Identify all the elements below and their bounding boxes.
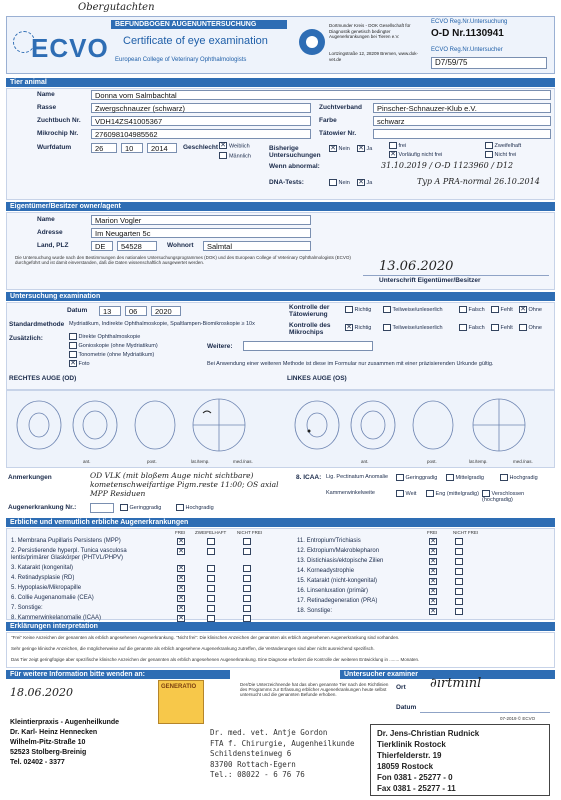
- prev-doubtful-option[interactable]: Zweifelhaft: [485, 142, 521, 149]
- owner-city-label: Wohnort: [167, 242, 194, 249]
- dna-label: DNA-Tests:: [269, 179, 304, 186]
- remarks-label: Anmerkungen: [8, 474, 52, 481]
- date-label-footer: Datum: [396, 704, 417, 711]
- micro-correct[interactable]: ✕ Richtig: [346, 324, 372, 331]
- dna-value: Typ A PRA-normal 26.10.2014: [417, 177, 540, 186]
- disease-checkbox[interactable]: [455, 598, 463, 605]
- method-label: Standardmethode: [9, 321, 65, 328]
- disease-checkbox[interactable]: [455, 538, 463, 545]
- disease-label: 17. Retinadegeneration (PRA): [297, 598, 378, 604]
- confirm-text: Der/Die Unterzeichnende hat das oben genannte Tier nach den Richtlinien des Programms zur Erfassung erblicher Augenerkrankungen heute selbst untersucht und die genannten Befunde erhoben.: [240, 682, 389, 697]
- name-label: Name: [37, 91, 55, 98]
- exam-date-label: Datum: [67, 307, 88, 314]
- disease-checkbox[interactable]: ✕: [430, 538, 436, 545]
- right-med-label: med./nas.: [233, 459, 253, 464]
- diseases-section-bar: Erbliche und vermutlich erbliche Augenerkrankungen: [6, 518, 555, 527]
- dok-logo-icon: [299, 29, 325, 55]
- disease-checkbox[interactable]: [243, 595, 251, 602]
- eye-disease-mild[interactable]: Geringgradig: [120, 504, 161, 511]
- tattoo-label: Tätowier Nr.: [319, 130, 357, 137]
- tattoo-check-label: Kontrolle der Tätowierung: [289, 304, 330, 318]
- owner-country-field[interactable]: DE: [91, 241, 113, 251]
- micro-check-label: Kontrolle des Mikrochips: [289, 322, 331, 336]
- disease-label: 18. Sonstige:: [297, 608, 333, 614]
- col-free-left: FREI: [175, 530, 186, 535]
- disease-checkbox[interactable]: [207, 565, 215, 572]
- icaa-severe-option[interactable]: Hochgradig: [500, 474, 538, 481]
- animal-section-bar: Tier animal: [6, 78, 555, 87]
- disease-checkbox[interactable]: [455, 578, 463, 585]
- micro-wrong[interactable]: Falsch: [459, 324, 485, 331]
- further-label: Weitere:: [207, 343, 233, 350]
- left-lat-label: lat./temp.: [469, 459, 488, 464]
- vet-stamp: Kleintierpraxis - Augenheilkunde Dr. Karl- Heinz Hennecken Wilhelm-Pitz-Straße 10 52523 Stolberg-Breinig Tel. 02402 - 3377: [10, 719, 120, 766]
- col-free-right: FREI: [427, 530, 438, 535]
- method-text: Mydriatikum, Indirekte Ophthalmoskopie, Spaltlampen-Biomikroskopie ≥ 10x: [69, 321, 255, 327]
- disease-label: 8. Kammerwinkelanomalie (ICAA): [11, 615, 102, 621]
- sex-female-option[interactable]: ✕ Weiblich: [220, 142, 250, 150]
- disease-checkbox[interactable]: [243, 605, 251, 612]
- rudnick-stamp: Dr. Jens-Christian Rudnick Tierklinik Rostock Thierfelderstr. 19 18059 Rostock Fon 0381 - 25277 - 0 Fax 0381 - 25277 - 11: [370, 724, 550, 796]
- owner-address-field[interactable]: Im Neugarten 5c: [91, 228, 311, 238]
- eye-diagrams-svg: [7, 391, 556, 469]
- right-ant-label: ant.: [83, 459, 91, 464]
- exam-section-bar: Untersuchung examination: [6, 292, 555, 301]
- disease-checkbox[interactable]: ✕: [430, 548, 436, 555]
- disease-checkbox[interactable]: [207, 615, 215, 622]
- owner-zip-field[interactable]: 54528: [117, 241, 157, 251]
- remarks-text: OD VLK (mit bloßem Auge nicht sichtbare) kometenschweifartige Pigm.reste 11:00; OS axial MPP Residuen: [90, 471, 279, 498]
- header: [6, 16, 555, 74]
- owner-country-label: Land, PLZ: [37, 242, 69, 249]
- breed-field[interactable]: Zwergschnauzer (schwarz): [91, 103, 311, 113]
- eye-diagrams: [6, 390, 555, 468]
- disease-checkbox[interactable]: [455, 558, 463, 565]
- disease-checkbox[interactable]: ✕: [430, 588, 436, 595]
- owner-address-label: Adresse: [37, 229, 63, 236]
- disease-checkbox[interactable]: ✕: [178, 548, 184, 555]
- disease-checkbox[interactable]: [243, 575, 251, 582]
- disease-label: 6. Collie Augenanomalie (CEA): [11, 595, 94, 601]
- disease-checkbox[interactable]: [455, 588, 463, 595]
- owner-signature-label: Unterschrift Eigentümer/Besitzer: [379, 277, 481, 284]
- tattoo-partly[interactable]: Teilweise/unleserlich: [383, 306, 443, 313]
- sex-label: Geschlecht: [183, 144, 219, 151]
- right-post-label: post.: [147, 459, 157, 464]
- disease-label: 4. Retinadysplasie (RD): [11, 575, 75, 581]
- sex-female-checkbox[interactable]: ✕: [220, 142, 226, 149]
- exam-month-field[interactable]: 06: [125, 306, 147, 316]
- disease-checkbox[interactable]: ✕: [430, 598, 436, 605]
- disease-checkbox[interactable]: ✕: [430, 578, 436, 585]
- width-closed-option[interactable]: Verschlossen (hochgradig): [482, 490, 525, 503]
- diseases-section: [6, 528, 555, 620]
- sex-male-option[interactable]: Männlich: [219, 152, 251, 159]
- disease-label: 2. Persistierende hyperpl. Tunica vasculosa lentis/primärer Glaskörper (PHTVL/PHPV): [11, 548, 127, 561]
- disease-checkbox[interactable]: [207, 605, 215, 612]
- explanation-2: Sehr geringe klinische Anzeichen, die möglicherweise auf die genannte als erblich angesehene Augenerkrankung zutreffen, die Veränderungen sind aber nicht ausreichend spezifisch.: [11, 646, 375, 651]
- right-lat-label: lat./temp.: [191, 459, 210, 464]
- dob-label: Wurfdatum: [37, 144, 72, 151]
- exam-year-field[interactable]: 2020: [151, 306, 181, 316]
- color-field[interactable]: schwarz: [373, 116, 551, 126]
- disease-checkbox[interactable]: [243, 615, 251, 622]
- ecvo-reg-label: ECVO Reg.Nr.Untersuchung: [431, 19, 508, 25]
- owner-city-field[interactable]: Salmtal: [203, 241, 311, 251]
- owner-section-bar: Eigentümer/Besitzer owner/agent: [6, 202, 555, 211]
- disease-checkbox[interactable]: ✕: [178, 605, 184, 612]
- disease-label: 11. Entropium/Trichiasis: [297, 538, 361, 544]
- micro-missing[interactable]: Fehlt: [491, 324, 513, 331]
- disease-checkbox[interactable]: [207, 538, 215, 545]
- disease-checkbox[interactable]: ✕: [178, 575, 184, 582]
- title-en: Certificate of eye examination: [123, 35, 268, 47]
- micro-partly[interactable]: Teilweise/unleserlich: [383, 324, 443, 331]
- right-eye-label: RECHTES AUGE (OD): [9, 375, 77, 382]
- prev-notfree-option[interactable]: Nicht frei: [485, 151, 516, 158]
- explanations-section: [6, 632, 555, 668]
- further-field[interactable]: [243, 341, 373, 351]
- disease-checkbox[interactable]: ✕: [430, 558, 436, 565]
- explanation-1: "Frei" Keine Anzeichen der genannten als erblich angesehenen Augenerkrankung. "Nicht frei": Die klinischen Anzeichen der genannten als erblich angesehenen Augenerkrankung sind vorhanden.: [11, 635, 400, 640]
- owner-section: [6, 212, 555, 290]
- left-eye-label: LINKES AUGE (OS): [287, 375, 347, 382]
- disease-label: 1. Membrana Pupillaris Persistens (MPP): [11, 538, 121, 544]
- eye-disease-severe[interactable]: Hochgradig: [176, 504, 214, 511]
- disease-label: 15. Katarakt (nicht-kongenital): [297, 578, 378, 584]
- dok-name: Dortmunder Kreis - DOK Gesellschaft für Diagnostik genetisch bedingter Augenerkrankungen bei Tieren e.V.: [329, 23, 411, 39]
- owner-name-field[interactable]: Marion Vogler: [91, 215, 311, 225]
- ecvo-reg-examiner-field[interactable]: D7/59/75: [431, 57, 547, 69]
- disease-checkbox[interactable]: [243, 538, 251, 545]
- owner-consent-text: Die Untersuchung wurde nach den Bestimmungen des nationalen Untersuchungsprogrammes (DOK) und des European College of Veterinary Ophthalmologists (ECVO) durchgeführt und ist damit einverstanden, daß die Daten wissenschaftlich ausgewertet werden.: [15, 255, 351, 265]
- examiner-bar: Untersucher examiner: [340, 670, 555, 679]
- gonio-option[interactable]: Gonioskopie (ohne Mydriatikum): [69, 342, 158, 349]
- disease-label: 16. Linsenluxation (primär): [297, 588, 369, 594]
- eye-disease-field[interactable]: [90, 503, 114, 513]
- prev-free-option[interactable]: frei: [389, 142, 406, 149]
- icaa-pectinatum-label: Lig. Pectinatum Anomalie: [326, 474, 389, 480]
- disease-checkbox[interactable]: ✕: [178, 585, 184, 592]
- info-bar: Für weitere Information bitte wenden an:: [6, 670, 230, 679]
- disease-checkbox[interactable]: [207, 548, 215, 555]
- disease-label: 12. Ektropium/Makroblepharon: [297, 548, 380, 554]
- direct-option[interactable]: Direkte Ophthalmoskopie: [69, 333, 140, 340]
- disease-checkbox[interactable]: [207, 595, 215, 602]
- icaa-mild-option[interactable]: Geringgradig: [396, 474, 437, 481]
- exam-note: Bei Anwendung einer weiteren Methode ist diese im Formular nur zusammen mit einer präzisierenden Urkunde gültig.: [207, 361, 494, 367]
- left-med-label: med./nas.: [513, 459, 533, 464]
- when-label: Wenn abnormal:: [269, 163, 320, 170]
- dok-address: Lortzingstraße 12, 28209 Bremen, www.dok-vet.de: [329, 51, 419, 62]
- disease-checkbox[interactable]: [455, 548, 463, 555]
- tattoo-field[interactable]: [373, 129, 551, 139]
- club-label: Zuchtverband: [319, 104, 362, 111]
- photo-option[interactable]: ✕ Foto: [70, 360, 90, 367]
- disease-checkbox[interactable]: ✕: [178, 595, 184, 602]
- breed-label: Rasse: [37, 104, 57, 111]
- disease-checkbox[interactable]: ✕: [178, 538, 184, 545]
- disease-checkbox[interactable]: [455, 568, 463, 575]
- handwritten-note: Obergutachten: [78, 2, 155, 13]
- extra-label: Zusätzlich:: [9, 335, 43, 342]
- tono-option[interactable]: Tonometrie (ohne Mydriatikum): [69, 351, 154, 358]
- explanation-3: Das Tier zeigt geringfügige aber spezifische klinische Anzeichen der genannten als erblich angesehenen Augenerkrankung. Eine Diagnose erfordert die Kontrolle der weiteren Entwicklung in ........ Monaten.: [11, 657, 420, 662]
- remarks-section: [6, 470, 555, 516]
- form-code: 07-2019 © ECVO: [500, 716, 536, 721]
- col-doubt-left: ZWEIFELHAFT: [195, 530, 227, 535]
- col-notfree-left: NICHT FREI: [237, 530, 263, 535]
- disease-checkbox[interactable]: ✕: [430, 568, 436, 575]
- when-value: 31.10.2019 / O-D 1123960 / D12: [381, 161, 514, 170]
- ecvo-logo: [11, 25, 109, 63]
- owner-signature-date: 13.06.2020: [379, 259, 454, 274]
- prev-no-option[interactable]: ✕ Nein: [330, 145, 350, 152]
- disease-checkbox[interactable]: [455, 608, 463, 615]
- dob-day-field[interactable]: 26: [91, 143, 117, 153]
- animal-section: [6, 88, 555, 200]
- logo-text: ECVO: [31, 33, 109, 63]
- prev-provisional-option[interactable]: ✕ Vorläufig nicht frei: [390, 151, 443, 158]
- disease-checkbox[interactable]: [207, 585, 215, 592]
- tattoo-without[interactable]: ✕ Ohne: [520, 306, 542, 313]
- disease-label: 14. Korneadystrophie: [297, 568, 355, 574]
- gordon-stamp: Dr. med. vet. Antje Gordon FTA f. Chirurgie, Augenheilkunde Schildensteinweg 6 83700 Rottach-Egern Tel.: 08022 - 6 76 76: [210, 728, 355, 779]
- icaa-moderate-option[interactable]: Mittelgradig: [446, 474, 484, 481]
- dob-year-field[interactable]: 2014: [147, 143, 177, 153]
- eye-disease-label: Augenerkrankung Nr.:: [8, 504, 77, 511]
- exam-section: [6, 302, 555, 390]
- sex-male-checkbox[interactable]: [219, 152, 227, 159]
- disease-checkbox[interactable]: ✕: [178, 565, 184, 572]
- footer-date-hand: 18.06.2020: [10, 686, 73, 699]
- width-label: Kammerwinkelweite: [326, 490, 375, 496]
- chip-label: Mikrochip Nr.: [37, 130, 79, 137]
- prev-yes-option[interactable]: ✕ Ja: [358, 145, 373, 152]
- place-label: Ort: [396, 684, 406, 691]
- animal-name-field[interactable]: Donna vom Salmbachtal: [91, 90, 551, 100]
- tattoo-wrong[interactable]: Falsch: [459, 306, 485, 313]
- ecvo-reg-examiner-label: ECVO Reg.Nr.Untersucher: [431, 47, 503, 53]
- color-label: Farbe: [319, 117, 337, 124]
- col-notfree-right: NICHT FREI: [453, 530, 479, 535]
- generatio-logo: [158, 680, 204, 724]
- studbook-label: Zuchtbuch Nr.: [37, 117, 81, 124]
- disease-label: 5. Hypoplasie/Mikropapille: [11, 585, 82, 591]
- disease-checkbox[interactable]: [243, 548, 251, 555]
- disease-checkbox[interactable]: [207, 575, 215, 582]
- disease-label: 7. Sonstige:: [11, 605, 43, 611]
- left-post-label: post.: [427, 459, 437, 464]
- club-field[interactable]: Pinscher-Schnauzer-Klub e.V.: [373, 103, 551, 113]
- college-name: European College of Veterinary Ophthalmologists: [115, 57, 247, 63]
- disease-checkbox[interactable]: ✕: [178, 615, 184, 622]
- ecvo-reg-value: O-D Nr.1130941: [431, 28, 504, 39]
- disease-checkbox[interactable]: ✕: [430, 608, 436, 615]
- chip-field[interactable]: 276098104985562: [91, 129, 311, 139]
- tattoo-correct[interactable]: Richtig: [345, 306, 371, 313]
- disease-label: 13. Distichiasis/ektopische Zilien: [297, 558, 384, 564]
- left-ant-label: ant.: [361, 459, 369, 464]
- examiner-signature: ∂ırtmınl: [430, 676, 482, 691]
- exam-day-field[interactable]: 13: [99, 306, 121, 316]
- studbook-field[interactable]: VDH14ZS41005367: [91, 116, 311, 126]
- disease-checkbox[interactable]: [243, 585, 251, 592]
- icaa-label: 8. ICAA:: [296, 474, 322, 481]
- owner-name-label: Name: [37, 216, 55, 223]
- generatio-text: GENERATIO: [161, 684, 197, 690]
- width-narrow-option[interactable]: Eng (mittelgradig): [426, 490, 479, 497]
- title-de: BEFUNDBOGEN AUGENUNTERSUCHUNG: [111, 20, 287, 29]
- width-wide-option[interactable]: Weit: [396, 490, 416, 497]
- tattoo-missing[interactable]: Fehlt: [491, 306, 513, 313]
- dna-no-option[interactable]: Nein: [329, 179, 350, 186]
- micro-without[interactable]: Ohne: [519, 324, 542, 331]
- dob-month-field[interactable]: 10: [121, 143, 143, 153]
- prev-exam-label: Bisherige Untersuchungen: [269, 145, 321, 159]
- explanations-section-bar: Erklärungen interpretation: [6, 622, 555, 631]
- dna-yes-option[interactable]: ✕ Ja: [358, 179, 373, 186]
- disease-checkbox[interactable]: [243, 565, 251, 572]
- disease-label: 3. Katarakt (kongenital): [11, 565, 74, 571]
